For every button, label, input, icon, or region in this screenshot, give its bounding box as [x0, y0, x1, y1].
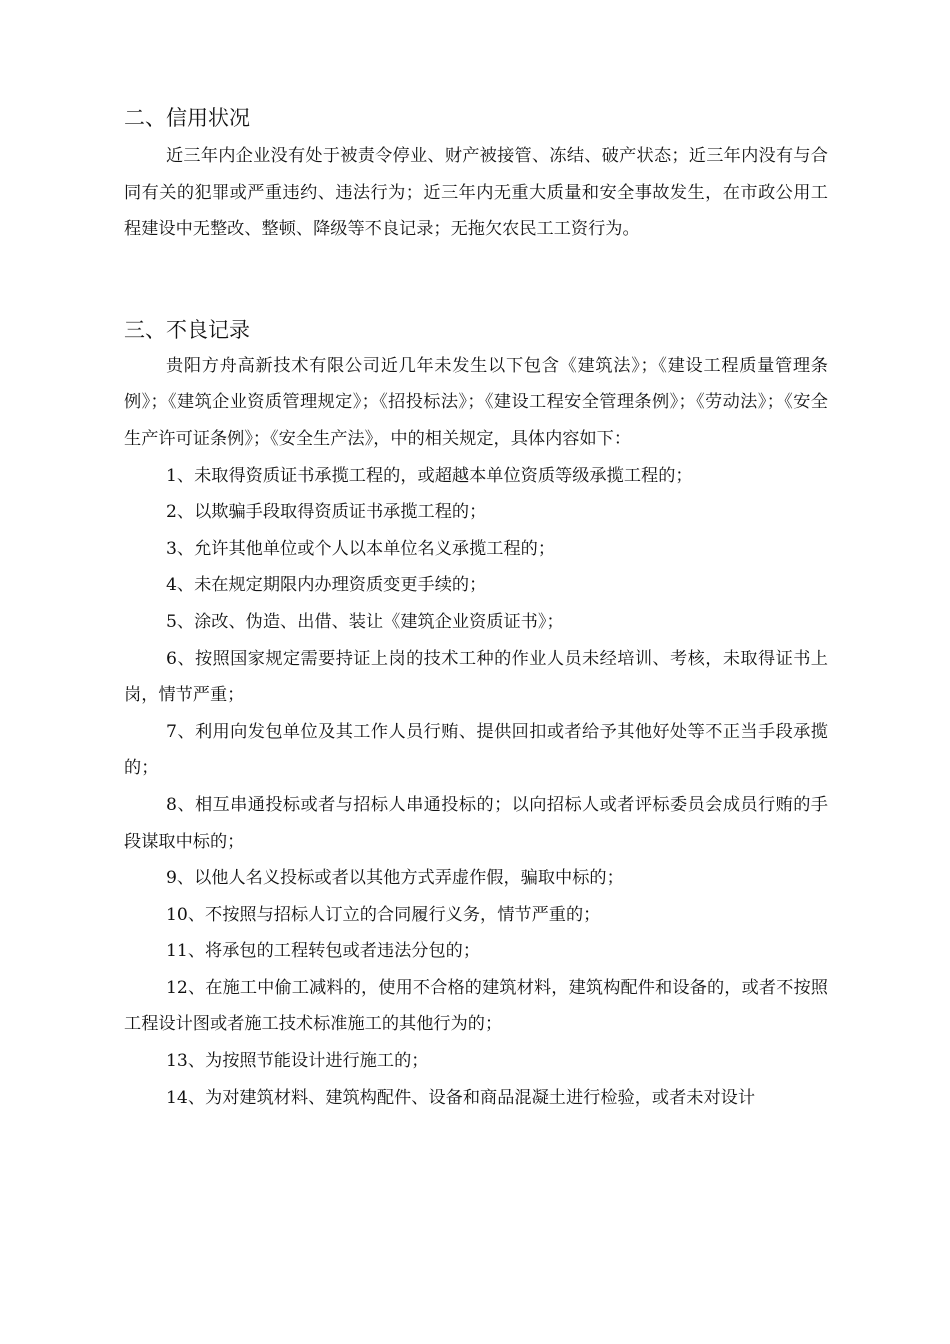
- list-item: 6、按照国家规定需要持证上岗的技术工种的作业人员未经培训、考核，未取得证书上岗，情节严重；: [124, 648, 828, 706]
- bad-records-list: [124, 458, 828, 1117]
- section-heading-bad-records: 三、不良记录: [124, 317, 250, 342]
- list-item: 11、将承包的工程转包或者违法分包的；: [166, 941, 481, 962]
- list-item: 3、允许其他单位或个人以本单位名义承揽工程的；: [166, 538, 556, 559]
- list-item: 5、涂改、伪造、出借、装让《建筑企业资质证书》；: [166, 611, 564, 632]
- credit-paragraph: 近三年内企业没有处于被责令停业、财产被接管、冻结、破产状态；近三年内没有与合同有关的犯罪或严重违约、违法行为；近三年内无重大质量和安全事故发生，在市政公用工程建设中无整改、整顿、降级等不良记录；无拖欠农民工工资行为。: [124, 146, 828, 240]
- list-item: 13、为按照节能设计进行施工的；: [166, 1051, 429, 1072]
- list-item: 10、不按照与招标人订立的合同履行义务，情节严重的；: [166, 904, 601, 925]
- bad-records-intro: 贵阳方舟高新技术有限公司近几年未发生以下包含《建筑法》；《建设工程质量管理条例》；《建筑企业资质管理规定》；《招投标法》；《建设工程安全管理条例》；《劳动法》；《安全生产许可证条例》；《安全生产法》，中的相关规定，具体内容如下：: [124, 355, 828, 449]
- section-heading-credit: 二、信用状况: [124, 106, 250, 130]
- list-item: 12、在施工中偷工减料的，使用不合格的建筑材料，建筑构配件和设备的，或者不按照工程设计图或者施工技术标准施工的其他行为的；: [124, 977, 828, 1035]
- page-content: [124, 100, 828, 1116]
- list-item: 1、未取得资质证书承揽工程的，或超越本单位资质等级承揽工程的；: [166, 465, 693, 486]
- list-item: 8、相互串通投标或者与招标人串通投标的；以向招标人或者评标委员会成员行贿的手段谋取中标的；: [124, 794, 828, 852]
- list-item: 4、未在规定期限内办理资质变更手续的；: [166, 575, 487, 596]
- section-spacer: [124, 248, 828, 284]
- list-item: 14、为对建筑材料、建筑构配件、设备和商品混凝土进行检验，或者未对设计: [166, 1087, 756, 1108]
- list-item: 7、利用向发包单位及其工作人员行贿、提供回扣或者给予其他好处等不正当手段承揽的；: [124, 721, 828, 779]
- list-item: 9、以他人名义投标或者以其他方式弄虚作假，骗取中标的；: [166, 868, 624, 889]
- list-item: 2、以欺骗手段取得资质证书承揽工程的；: [166, 502, 487, 523]
